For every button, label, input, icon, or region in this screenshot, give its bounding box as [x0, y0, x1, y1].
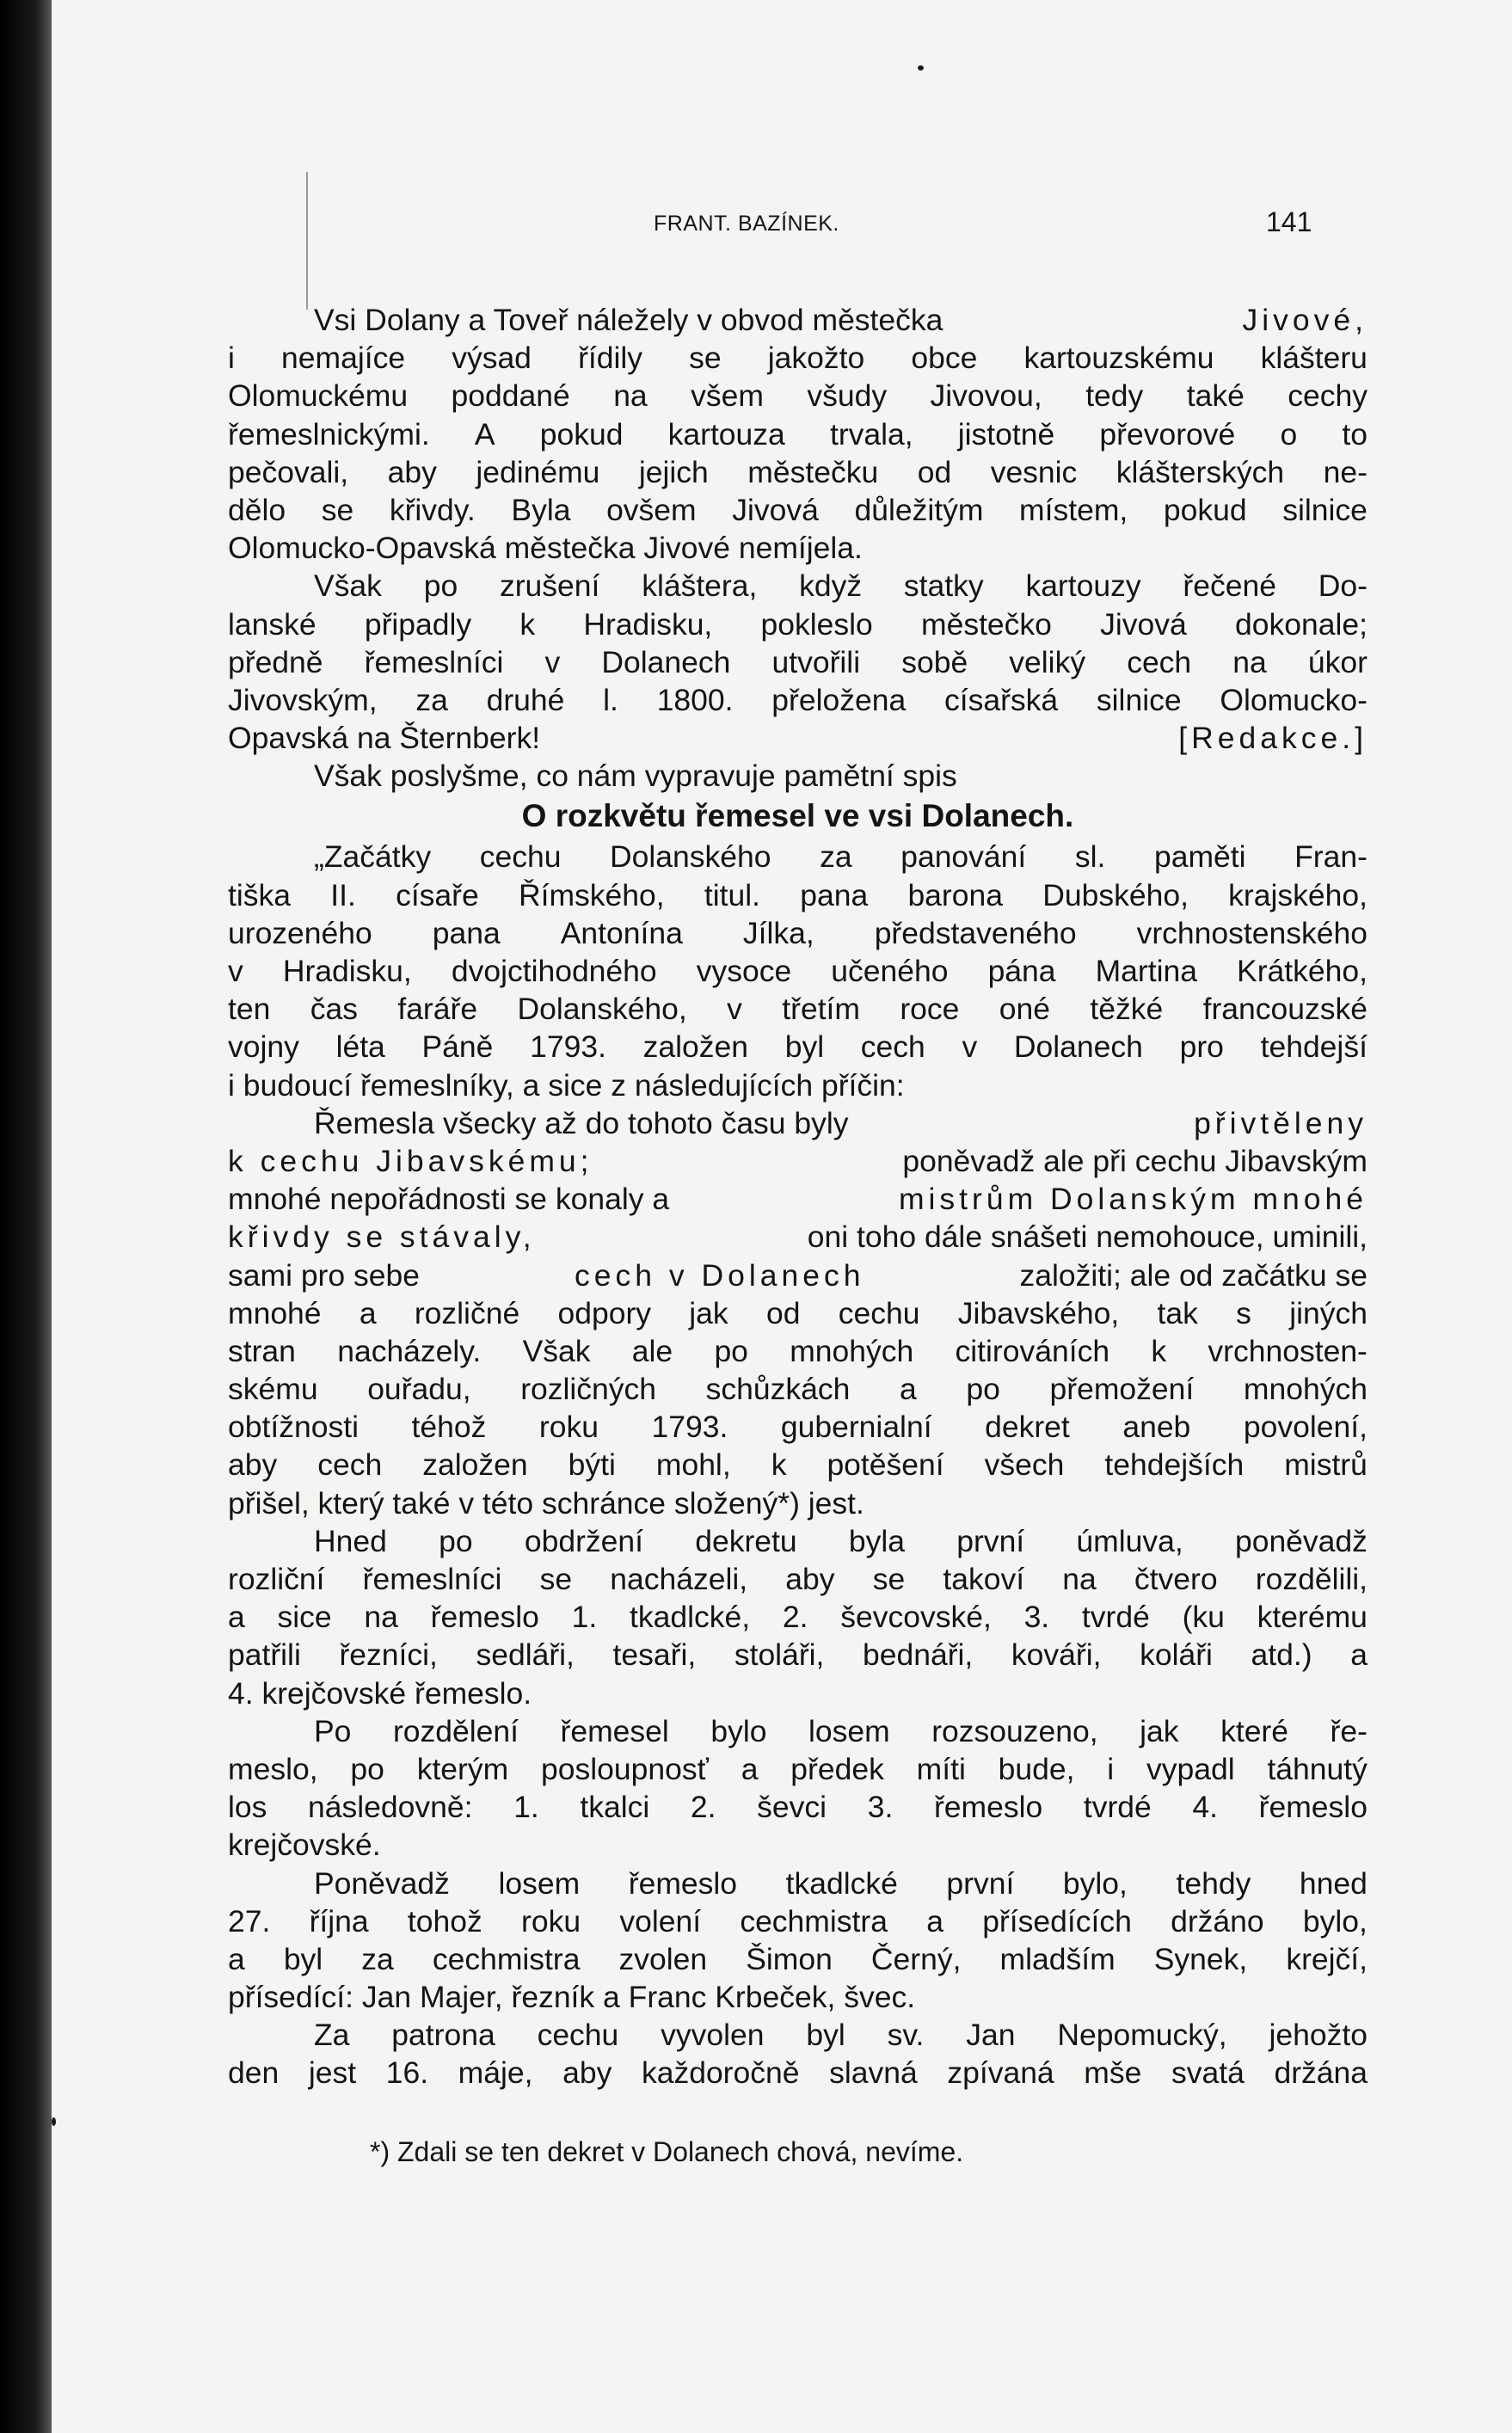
text-line: Vsi Dolany a Toveř náležely v obvod městečka Jivové,: [228, 301, 1368, 339]
text-line: lanské připadly k Hradisku, pokleslo městečko Jivová dokonale;: [228, 606, 1368, 642]
text-line: „Začátky cechu Dolanského za panování sl. paměti Fran-: [314, 839, 1368, 875]
text-block: [228, 301, 1368, 2092]
text-line: Opavská na Šternberk! [Redakce.]: [228, 719, 1368, 757]
text-line: Za patrona cechu vyvolen byl sv. Jan Nepomucký, jehožto: [314, 2018, 1368, 2053]
page-number: 141: [1266, 206, 1312, 237]
text-line: rozliční řemeslníci se nacházeli, aby se takoví na čtvero rozdělili,: [228, 1562, 1368, 1596]
running-head-title: FRANT. BAZÍNEK.: [654, 212, 839, 236]
text-line: krejčovské.: [228, 1828, 381, 1863]
text-line: los následovně: 1. tkalci 2. ševci 3. řemeslo tvrdé 4. řemeslo: [228, 1790, 1368, 1825]
text-line: vojny léta Páně 1793. založen byl cech v Dolanech pro tehdejší: [228, 1029, 1368, 1065]
text-line: Jivovským, za druhé l. 1800. přeložena císařská silnice Olomucko-: [228, 682, 1368, 717]
text-line: 27. října tohož roku volení cechmistra a přísedících držáno bylo,: [228, 1903, 1368, 1938]
text-line: křivdy se stávaly, oni toho dále snášeti nemohouce, uminili,: [228, 1220, 1368, 1255]
intro-line: Však poslyšme, co nám vypravuje pamětní spis: [314, 759, 957, 794]
text-line: obtížnosti téhož roku 1793. gubernialní dekret aneb povolení,: [228, 1410, 1368, 1445]
text-line: i nemajíce výsad řídily se jakožto obce kartouzskému klášteru: [228, 341, 1368, 376]
text-line: i budoucí řemeslníky, a sice z následujících příčin:: [228, 1067, 905, 1103]
text-line: urozeného pana Antonína Jílka, představeného vrchnostenského: [228, 915, 1368, 950]
text-line: Olomuckému poddané na všem všudy Jivovou, tedy také cechy: [228, 378, 1368, 414]
text-line: Po rozdělení řemesel bylo losem rozsouzeno, jak které ře-: [314, 1713, 1368, 1748]
text-line: skému ouřadu, rozličných schůzkách a po přemožení mnohých: [228, 1372, 1368, 1407]
text-line: předně řemeslníci v Dolanech utvořili sobě veliký cech na úkor: [228, 644, 1368, 679]
text-line: k cechu Jibavskému; poněvadž ale při cechu Jibavským: [228, 1143, 1368, 1178]
text-line: přísedící: Jan Majer, řezník a Franc Krbeček, švec.: [228, 1980, 916, 2015]
text-line: ten čas faráře Dolanského, v třetím roce oné těžké francouzské: [228, 992, 1368, 1027]
text-line: patřili řezníci, sedláři, tesaři, stoláři, bednáři, kováři, koláři atd.) a: [228, 1637, 1368, 1673]
section-heading: O rozkvětu řemesel ve vsi Dolanech.: [521, 798, 1074, 834]
text-line: Řemesla všecky až do tohoto času byly přivtěleny: [314, 1105, 1368, 1140]
text-line: mnohé nepořádnosti se konaly a mistrům Dolanským mnohé: [228, 1182, 1368, 1217]
text-line: aby cech založen býti mohl, k potěšení všech tehdejších mistrů: [228, 1447, 1368, 1483]
text-line: a sice na řemeslo 1. tkadlcké, 2. ševcovské, 3. tvrdé (ku kterému: [228, 1600, 1368, 1635]
ink-speck: [52, 2117, 56, 2126]
text-line: meslo, po kterým posloupnosť a předek míti bude, i vypadl táhnutý: [228, 1751, 1368, 1786]
scan-scratch: [306, 172, 308, 310]
text-line: dělo se křivdy. Byla ovšem Jivová důležitým místem, pokud silnice: [228, 492, 1368, 527]
scan-edge: [0, 0, 52, 2433]
text-line: a byl za cechmistra zvolen Šimon Černý, mladším Synek, krejčí,: [228, 1941, 1368, 1976]
redakce-signature: [Redakce.]: [1178, 721, 1368, 756]
text-line: v Hradisku, dvojctihodného vysoce učeného pána Martina Krátkého,: [228, 954, 1368, 988]
text-line: sami pro sebe cech v Dolanech založiti; ale od začátku se: [228, 1257, 1368, 1293]
footnote: *) Zdali se ten dekret v Dolanech chová, nevíme.: [370, 2136, 964, 2167]
text-line: Olomucko-Opavská městečka Jivové nemíjela.: [228, 531, 863, 566]
running-head: [52, 206, 1512, 246]
text-line: přišel, který také v této schránce složený*) jest.: [228, 1485, 864, 1521]
book-page: [52, 0, 1512, 2433]
text-line: Hned po obdržení dekretu byla první úmluva, poněvadž: [314, 1523, 1368, 1558]
text-line: Však po zrušení kláštera, když statky kartouzy řečené Do-: [314, 568, 1368, 604]
text-line: Poněvadž losem řemeslo tkadlcké první bylo, tehdy hned: [314, 1865, 1368, 1901]
text-line: stran nacházely. Však ale po mnohých citirováních k vrchnosten-: [228, 1333, 1368, 1368]
text-line: tiška II. císaře Římského, titul. pana barona Dubského, krajského,: [228, 877, 1368, 912]
text-line: pečovali, aby jedinému jejich městečku od vesnic klášterských ne-: [228, 454, 1368, 489]
text-line: den jest 16. máje, aby každoročně slavná zpívaná mše svatá držána: [228, 2055, 1368, 2091]
emphasis-jivove: Jivové,: [1242, 303, 1368, 337]
text-line: mnohé a rozličné odpory jak od cechu Jibavského, tak s jiných: [228, 1295, 1368, 1330]
text-line: 4. krejčovské řemeslo.: [228, 1675, 532, 1711]
ink-speck: [918, 65, 924, 71]
text-line: řemeslnickými. A pokud kartouza trvala, jistotně převorové o to: [228, 416, 1368, 452]
